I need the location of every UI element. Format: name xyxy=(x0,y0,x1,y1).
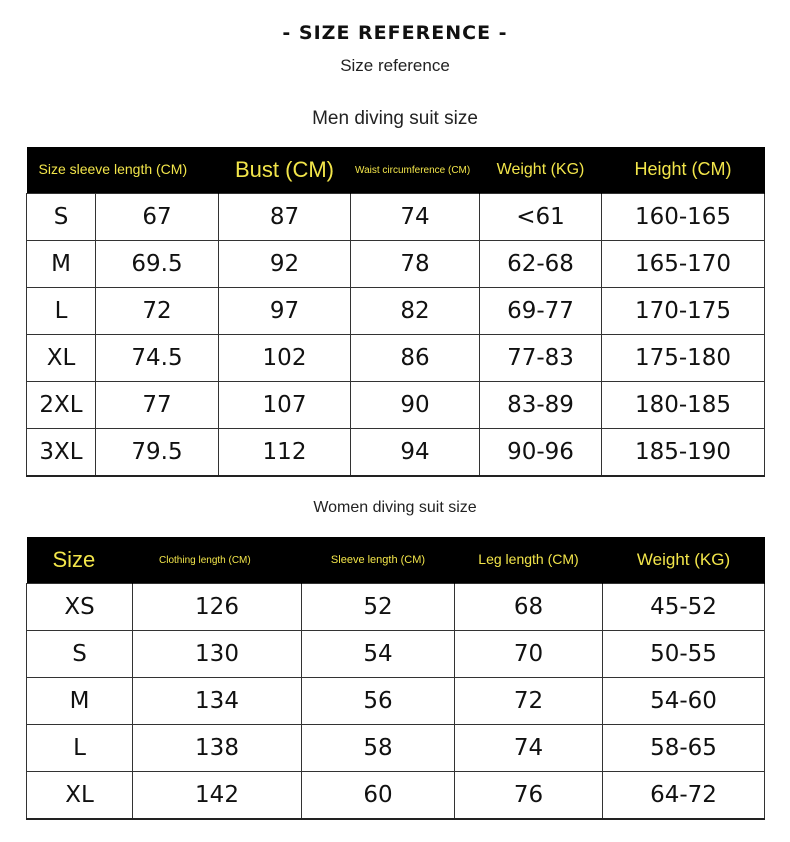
table-cell: XL xyxy=(27,772,133,820)
table-cell: 60 xyxy=(302,772,455,820)
table-cell: 74 xyxy=(351,194,480,241)
table-cell: 77-83 xyxy=(480,335,602,382)
page-title: - SIZE REFERENCE - xyxy=(282,22,508,44)
table-cell: 94 xyxy=(351,429,480,477)
table-cell: S xyxy=(27,631,133,678)
men-size-table xyxy=(26,147,765,477)
table-cell: 92 xyxy=(219,241,351,288)
table-cell: 134 xyxy=(133,678,302,725)
women-col-size: Size xyxy=(27,537,133,584)
table-cell: 58-65 xyxy=(603,725,765,772)
table-cell: 175-180 xyxy=(602,335,765,382)
table-cell: 45-52 xyxy=(603,584,765,631)
table-cell: M xyxy=(27,241,96,288)
table-cell: 77 xyxy=(96,382,219,429)
table-cell: 180-185 xyxy=(602,382,765,429)
men-col-bust: Bust (CM) xyxy=(219,147,351,194)
table-cell: 69-77 xyxy=(480,288,602,335)
women-section-label: Women diving suit size xyxy=(313,499,477,516)
table-row xyxy=(27,725,765,772)
table-cell: <61 xyxy=(480,194,602,241)
women-header-row xyxy=(27,537,765,584)
table-cell: 54-60 xyxy=(603,678,765,725)
table-cell: 82 xyxy=(351,288,480,335)
table-row xyxy=(27,631,765,678)
table-cell: 70 xyxy=(455,631,603,678)
table-cell: 52 xyxy=(302,584,455,631)
table-cell: 130 xyxy=(133,631,302,678)
table-cell: 79.5 xyxy=(96,429,219,477)
table-cell: 165-170 xyxy=(602,241,765,288)
table-cell: 56 xyxy=(302,678,455,725)
men-header-row xyxy=(27,147,765,194)
women-col-weight: Weight (KG) xyxy=(603,537,765,584)
table-cell: 68 xyxy=(455,584,603,631)
table-cell: 160-165 xyxy=(602,194,765,241)
table-row xyxy=(27,194,765,241)
table-cell: 112 xyxy=(219,429,351,477)
table-cell: 74.5 xyxy=(96,335,219,382)
table-cell: 54 xyxy=(302,631,455,678)
page-subtitle: Size reference xyxy=(340,56,450,75)
table-cell: 67 xyxy=(96,194,219,241)
table-row xyxy=(27,678,765,725)
table-cell: 102 xyxy=(219,335,351,382)
table-cell: S xyxy=(27,194,96,241)
table-cell: 90-96 xyxy=(480,429,602,477)
women-col-sleeve-length: Sleeve length (CM) xyxy=(302,537,455,584)
table-cell: L xyxy=(27,288,96,335)
table-cell: XL xyxy=(27,335,96,382)
table-cell: 126 xyxy=(133,584,302,631)
table-cell: 138 xyxy=(133,725,302,772)
table-cell: 97 xyxy=(219,288,351,335)
table-row xyxy=(27,335,765,382)
table-cell: 90 xyxy=(351,382,480,429)
table-cell: L xyxy=(27,725,133,772)
table-cell: 107 xyxy=(219,382,351,429)
table-cell: 72 xyxy=(96,288,219,335)
women-col-clothing-length: Clothing length (CM) xyxy=(133,537,302,584)
table-row xyxy=(27,288,765,335)
table-row xyxy=(27,429,765,477)
table-cell: 50-55 xyxy=(603,631,765,678)
table-cell: 83-89 xyxy=(480,382,602,429)
men-col-waist: Waist circumference (CM) xyxy=(351,147,480,194)
men-section-label: Men diving suit size xyxy=(312,108,478,129)
table-cell: 72 xyxy=(455,678,603,725)
table-cell: 3XL xyxy=(27,429,96,477)
table-cell: 74 xyxy=(455,725,603,772)
table-cell: 142 xyxy=(133,772,302,820)
women-size-table xyxy=(26,537,765,820)
men-col-weight: Weight (KG) xyxy=(480,147,602,194)
men-col-size-sleeve: Size sleeve length (CM) xyxy=(27,147,219,194)
table-cell: 76 xyxy=(455,772,603,820)
men-col-height: Height (CM) xyxy=(602,147,765,194)
table-cell: XS xyxy=(27,584,133,631)
table-cell: 170-175 xyxy=(602,288,765,335)
table-cell: 78 xyxy=(351,241,480,288)
table-cell: 87 xyxy=(219,194,351,241)
table-cell: 58 xyxy=(302,725,455,772)
table-cell: 2XL xyxy=(27,382,96,429)
table-cell: 86 xyxy=(351,335,480,382)
table-cell: 64-72 xyxy=(603,772,765,820)
table-cell: 185-190 xyxy=(602,429,765,477)
table-row xyxy=(27,584,765,631)
table-row xyxy=(27,241,765,288)
table-row xyxy=(27,772,765,820)
women-col-leg-length: Leg length (CM) xyxy=(455,537,603,584)
table-row xyxy=(27,382,765,429)
table-cell: 69.5 xyxy=(96,241,219,288)
table-cell: M xyxy=(27,678,133,725)
table-cell: 62-68 xyxy=(480,241,602,288)
